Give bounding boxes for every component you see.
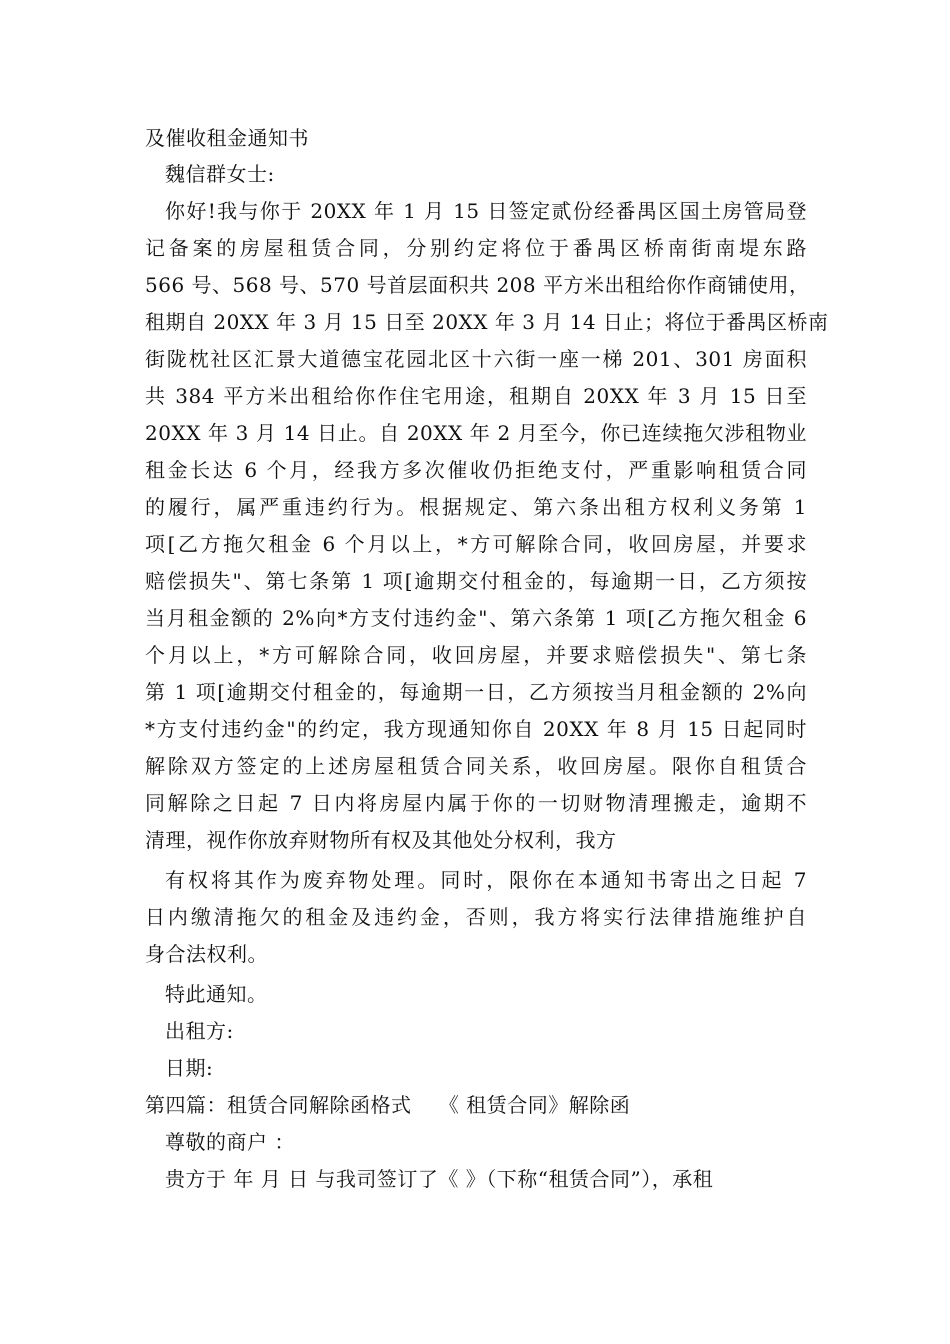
greeting-merchant: 尊敬的商户 ： bbox=[165, 1130, 295, 1154]
body-line-11: 赔偿损失"、第七条第 1 项[逾期交付租金的，每逾期一日，乙方须按 bbox=[145, 569, 807, 593]
body-line-1: 你好!我与你于 20XX 年 1 月 15 日签定贰份经番禺区国土房管局登 bbox=[165, 199, 807, 223]
date-label: 日期: bbox=[165, 1056, 214, 1080]
body-line-2: 记备案的房屋租赁合同，分别约定将位于番禺区桥南街南堤东路 bbox=[145, 236, 807, 260]
document-heading: 及催收租金通知书 bbox=[145, 126, 309, 150]
body-line-6: 共 384 平方米出租给你作住宅用途，租期自 20XX 年 3 月 15 日至 bbox=[145, 384, 807, 408]
body-line-9: 的履行，属严重违约行为。根据规定、第六条出租方权利义务第 1 bbox=[145, 495, 807, 519]
closing-text: 特此通知。 bbox=[165, 982, 268, 1006]
body2-line-2: 日内缴清拖欠的租金及违约金，否则，我方将实行法律措施维护自 bbox=[145, 905, 807, 929]
body-line-15: *方支付违约金"的约定，我方现通知你自 20XX 年 8 月 15 日起同时 bbox=[145, 717, 807, 741]
body-line-14: 第 1 项[逾期交付租金的，每逾期一日，乙方须按当月租金额的 2%向 bbox=[145, 680, 807, 704]
body-line-7: 20XX 年 3 月 14 日止。自 20XX 年 2 月至今，你已连续拖欠涉租物业 bbox=[145, 421, 807, 445]
body-line-16: 解除双方签定的上述房屋租赁合同关系，收回房屋。限你自租赁合 bbox=[145, 754, 807, 778]
body-line-4: 租期自 20XX 年 3 月 15 日至 20XX 年 3 月 14 日止；将位于番禺区桥南 bbox=[145, 310, 829, 334]
body-line-3: 566 号、568 号、570 号首层面积共 208 平方米出租给你作商铺使用， bbox=[145, 273, 810, 297]
body-line-10: 项[乙方拖欠租金 6 个月以上，*方可解除合同，收回房屋，并要求 bbox=[145, 532, 807, 556]
body2-line-3: 身合法权利。 bbox=[145, 942, 268, 966]
salutation: 魏信群女士: bbox=[165, 162, 275, 186]
body-line-18: 清理，视作你放弃财物所有权及其他处分权利，我方 bbox=[145, 828, 617, 852]
body-line-8: 租金长达 6 个月，经我方多次催收仍拒绝支付，严重影响租赁合同 bbox=[145, 458, 807, 482]
body-line-13: 个月以上，*方可解除合同，收回房屋，并要求赔偿损失"、第七条 bbox=[145, 643, 807, 667]
body-line-17: 同解除之日起 7 日内将房屋内属于你的一切财物清理搬走，逾期不 bbox=[145, 791, 807, 815]
section4-title: 第四篇：租赁合同解除函格式 《 租赁合同》解除函 bbox=[145, 1093, 631, 1117]
body-line-5: 街陇枕社区汇景大道德宝花园北区十六街一座一梯 201、301 房面积 bbox=[145, 347, 807, 371]
lessor-label: 出租方: bbox=[165, 1019, 234, 1043]
body-line-12: 当月租金额的 2%向*方支付违约金"、第六条第 1 项[乙方拖欠租金 6 bbox=[145, 606, 807, 630]
body2-line-1: 有权将其作为废弃物处理。同时，限你在本通知书寄出之日起 7 bbox=[165, 868, 807, 892]
last-line: 贵方于 年 月 日 与我司签订了《 》（下称“租赁合同”），承租 bbox=[165, 1167, 714, 1191]
